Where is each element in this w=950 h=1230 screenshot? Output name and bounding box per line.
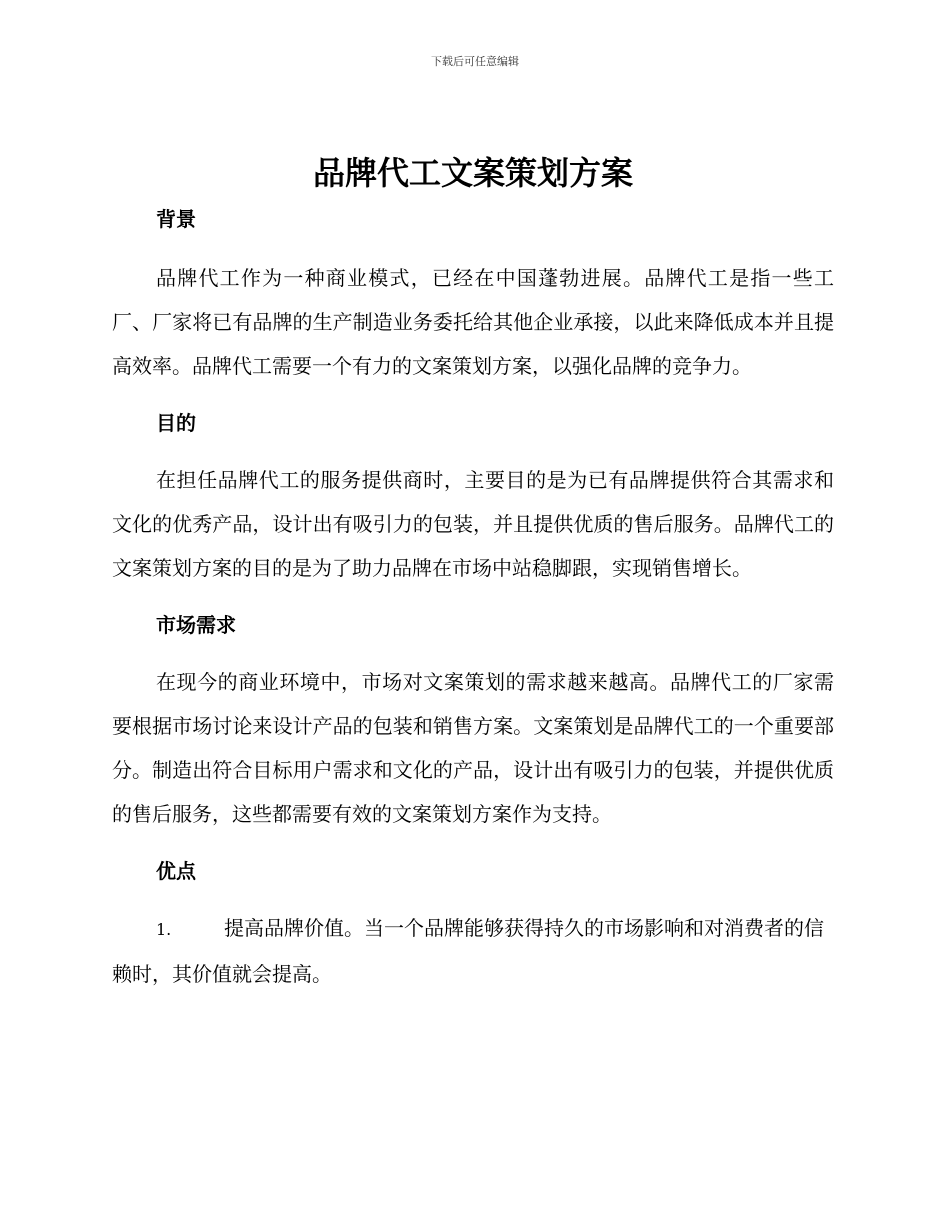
list-item-number: 1. [156, 920, 172, 939]
document-title: 品牌代工文案策划方案 [312, 154, 633, 192]
page-header-note: 下载后可任意编辑 [431, 55, 519, 68]
section-heading-advantages: 优点 [156, 859, 196, 883]
section-paragraph-background: 品牌代工作为一种商业模式，已经在中国蓬勃进展。品牌代工是指一些工厂、厂家将已有品牌的生产制造业务委托给其他企业承接，以此来降低成本并且提高效率。品牌代工需要一个有力的文案策划方案，以强化品牌的竞争力。 [112, 266, 834, 378]
section-heading-market-demand: 市场需求 [156, 613, 236, 637]
section-paragraph-market-demand: 在现今的商业环境中，市场对文案策划的需求越来越高。品牌代工的厂家需要根据市场讨论来设计产品的包装和销售方案。文案策划是品牌代工的一个重要部分。制造出符合目标用户需求和文化的产品，设计出有吸引力的包装，并提供优质的售后服务，这些都需要有效的文案策划方案作为支持。 [112, 670, 834, 826]
list-item [112, 906, 834, 996]
section-paragraph-purpose: 在担任品牌代工的服务提供商时，主要目的是为已有品牌提供符合其需求和文化的优秀产品，设计出有吸引力的包装，并且提供优质的售后服务。品牌代工的文案策划方案的目的是为了助力品牌在市场中站稳脚跟，实现销售增长。 [112, 468, 834, 580]
section-heading-background: 背景 [156, 207, 196, 231]
document-page [112, 150, 834, 996]
section-heading-purpose: 目的 [156, 411, 196, 435]
list-item-text: 提高品牌价值。当一个品牌能够获得持久的市场影响和对消费者的信赖时，其价值就会提高。 [112, 916, 824, 986]
